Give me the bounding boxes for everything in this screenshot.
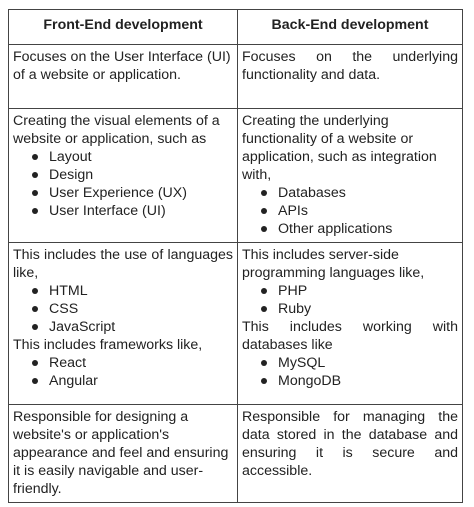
list-item — [49, 300, 233, 318]
header-front-end: Front-End development — [9, 10, 238, 45]
cell-intro-text: This includes the use of languages like, — [13, 247, 233, 281]
list-item-label: Databases — [278, 185, 346, 201]
list-item-label: Angular — [49, 373, 98, 389]
cell-text: Focuses on the underlying functionality and data. — [242, 49, 458, 83]
comparison-table — [8, 9, 463, 503]
bullet-icon — [32, 154, 38, 160]
bullet-list — [13, 354, 233, 390]
list-item-label: HTML — [49, 283, 88, 299]
list-item-label: MongoDB — [278, 373, 342, 389]
list-item — [278, 184, 458, 202]
list-item-label: JavaScript — [49, 319, 116, 335]
header-back-end: Back-End development — [238, 10, 463, 45]
list-item-label: PHP — [278, 283, 308, 299]
bullet-icon — [32, 288, 38, 294]
list-item-label: APIs — [278, 203, 308, 219]
cell-intro-text: This includes frameworks like, — [13, 337, 203, 353]
list-item-label: CSS — [49, 301, 79, 317]
list-item-label: User Interface (UI) — [49, 203, 166, 219]
bullet-icon — [32, 360, 38, 366]
bullet-icon — [32, 190, 38, 196]
list-item-label: Other applications — [278, 221, 393, 237]
cell-intro-text: Creating the visual elements of a website or application, such as — [13, 113, 220, 147]
bullet-icon — [261, 226, 267, 232]
list-item-label: User Experience (UX) — [49, 185, 187, 201]
list-item-label: Ruby — [278, 301, 312, 317]
list-item — [49, 202, 233, 220]
cell-back-focus — [238, 45, 463, 109]
bullet-icon — [32, 172, 38, 178]
cell-front-visual-elements — [9, 109, 238, 243]
bullet-icon — [261, 288, 267, 294]
bullet-list — [13, 148, 233, 220]
cell-front-focus — [9, 45, 238, 109]
cell-text: Focuses on the User Interface (UI) of a website or application. — [13, 49, 231, 83]
list-item — [278, 300, 458, 318]
bullet-icon — [261, 208, 267, 214]
table-row — [9, 243, 463, 405]
list-item — [278, 372, 458, 390]
table-row — [9, 405, 463, 503]
cell-text: Responsible for managing the data stored in the database and ensuring it is secure and accessible. — [242, 409, 458, 479]
bullet-icon — [32, 378, 38, 384]
list-item-label: Layout — [49, 149, 92, 165]
list-item — [278, 202, 458, 220]
bullet-icon — [32, 208, 38, 214]
bullet-icon — [32, 306, 38, 312]
list-item — [49, 354, 233, 372]
header-row — [9, 10, 463, 45]
bullet-list — [242, 354, 458, 390]
bullet-list — [13, 282, 233, 336]
bullet-icon — [261, 360, 267, 366]
list-item — [49, 372, 233, 390]
list-item — [49, 148, 233, 166]
bullet-icon — [261, 190, 267, 196]
list-item — [49, 184, 233, 202]
bullet-list — [242, 282, 458, 318]
bullet-icon — [32, 324, 38, 330]
cell-front-responsibility — [9, 405, 238, 503]
list-item — [49, 318, 233, 336]
table-row — [9, 45, 463, 109]
cell-intro-text: This includes working with databases like — [242, 319, 458, 353]
list-item — [49, 166, 233, 184]
cell-front-languages — [9, 243, 238, 405]
bullet-list — [242, 184, 458, 238]
bullet-icon — [261, 378, 267, 384]
cell-back-languages — [238, 243, 463, 405]
bullet-icon — [261, 306, 267, 312]
list-item-label: MySQL — [278, 355, 326, 371]
list-item-label: React — [49, 355, 87, 371]
list-item — [49, 282, 233, 300]
cell-back-functionality — [238, 109, 463, 243]
list-item — [278, 354, 458, 372]
list-item-label: Design — [49, 167, 94, 183]
list-item — [278, 282, 458, 300]
list-item — [278, 220, 458, 238]
table-row — [9, 109, 463, 243]
cell-intro-text: Creating the underlying functionality of a website or application, such as integration with, — [242, 113, 437, 183]
cell-text: Responsible for designing a website's or application's appearance and feel and ensuring it is easily navigable and user-friendly. — [13, 409, 229, 497]
comparison-table-container — [8, 9, 462, 503]
cell-intro-text: This includes server-side programming languages like, — [242, 247, 425, 281]
cell-back-responsibility — [238, 405, 463, 503]
